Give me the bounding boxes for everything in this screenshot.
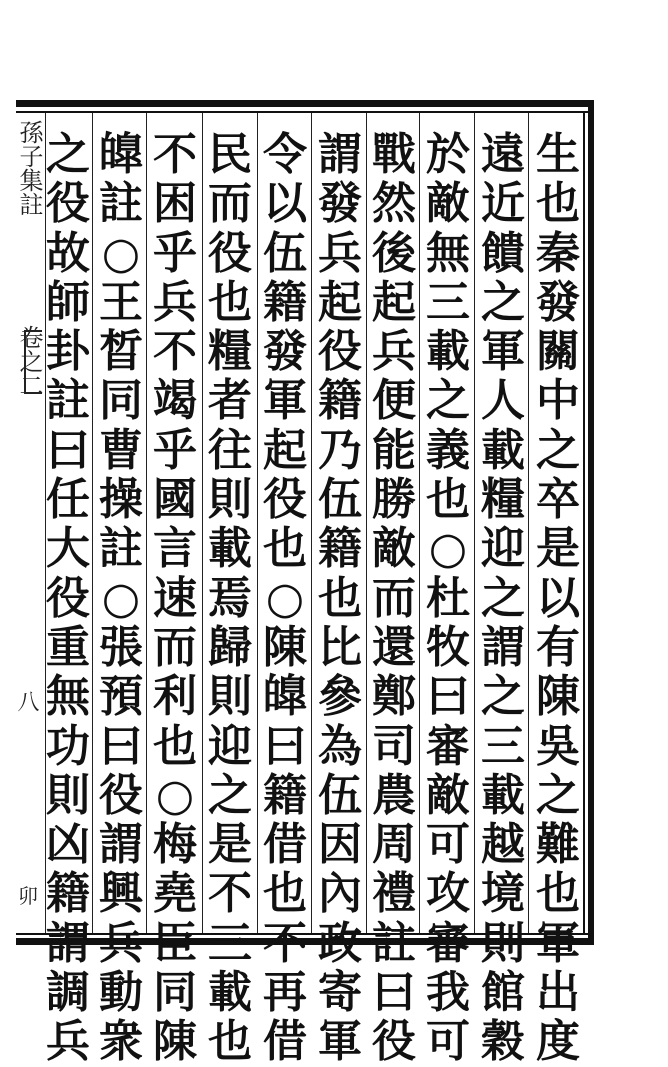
glyph: 重 (46, 621, 90, 673)
glyph: 也 (153, 720, 197, 772)
text-column-4 (370, 129, 418, 1067)
glyph: 乎 (153, 227, 197, 279)
margin-strip (16, 113, 44, 933)
glyph: 張 (99, 621, 143, 673)
glyph: 起 (263, 424, 307, 476)
glyph: 也 (263, 868, 307, 920)
glyph: 不 (153, 326, 197, 378)
glyph: 不 (153, 129, 197, 180)
glyph: 皥 (99, 129, 143, 180)
glyph: 敵 (372, 523, 416, 575)
glyph: 難 (536, 819, 580, 871)
glyph: 司 (372, 720, 416, 772)
glyph: 遠 (481, 129, 525, 180)
juan-label: 卷之二 (15, 325, 43, 397)
column-rule (528, 113, 529, 933)
book-title: 孫子集註 (15, 120, 43, 216)
glyph: 館 (481, 967, 525, 1019)
glyph: 困 (153, 178, 197, 230)
text-column-1 (534, 129, 582, 1067)
glyph: 役 (46, 572, 90, 624)
glyph: 也 (426, 474, 470, 526)
glyph: 利 (153, 671, 197, 723)
glyph: 卦 (46, 326, 90, 378)
glyph: 也 (208, 276, 252, 328)
glyph: 人 (481, 375, 525, 427)
glyph: 同 (153, 967, 197, 1019)
glyph: 軍 (318, 1016, 362, 1067)
glyph: 功 (46, 720, 90, 772)
glyph: 役 (46, 178, 90, 230)
glyph: 為 (318, 720, 362, 772)
glyph: 也 (318, 572, 362, 624)
glyph: 軍 (536, 917, 580, 969)
text-column-9 (97, 129, 145, 1067)
glyph: 之 (536, 769, 580, 821)
column-rule (146, 113, 147, 933)
glyph: 審 (426, 917, 470, 969)
glyph: 發 (536, 276, 580, 328)
glyph: 杜 (426, 572, 470, 624)
glyph: 役 (318, 326, 362, 378)
glyph: 籍 (263, 769, 307, 821)
glyph: 便 (372, 375, 416, 427)
glyph: 也 (536, 868, 580, 920)
glyph: 出 (536, 967, 580, 1019)
glyph: 則 (481, 917, 525, 969)
text-column-2 (479, 129, 527, 1067)
glyph: 則 (208, 671, 252, 723)
glyph: 伍 (318, 769, 362, 821)
glyph: 兵 (99, 917, 143, 969)
glyph: 境 (481, 868, 525, 920)
glyph: 竭 (153, 375, 197, 427)
glyph: 之 (536, 424, 580, 476)
glyph: 起 (318, 276, 362, 328)
glyph: 近 (481, 178, 525, 230)
glyph: 之 (481, 276, 525, 328)
glyph: 而 (208, 178, 252, 230)
glyph: 故 (46, 227, 90, 279)
glyph: 興 (99, 868, 143, 920)
glyph: 軍 (481, 326, 525, 378)
glyph: 衆 (99, 1016, 143, 1067)
text-column-8 (151, 129, 199, 1067)
glyph: 往 (208, 424, 252, 476)
glyph: 曰 (99, 720, 143, 772)
glyph: 可 (426, 1016, 470, 1067)
glyph: 借 (263, 819, 307, 871)
glyph: 籍 (318, 523, 362, 575)
glyph: 謂 (99, 819, 143, 871)
glyph: 可 (426, 819, 470, 871)
glyph: 堯 (153, 868, 197, 920)
glyph: 載 (208, 523, 252, 575)
glyph: ○ (428, 523, 468, 575)
glyph: 載 (426, 326, 470, 378)
glyph: 兵 (46, 1016, 90, 1067)
glyph: 註 (99, 523, 143, 575)
glyph: 皥 (263, 671, 307, 723)
glyph: 有 (536, 621, 580, 673)
glyph: 之 (426, 375, 470, 427)
glyph: 中 (536, 375, 580, 427)
glyph: 還 (372, 621, 416, 673)
glyph: 曰 (46, 424, 90, 476)
glyph: 生 (536, 129, 580, 180)
glyph: 軍 (263, 375, 307, 427)
glyph: 敵 (426, 769, 470, 821)
glyph: 吳 (536, 720, 580, 772)
column-rule (257, 113, 258, 933)
glyph: ○ (101, 227, 141, 279)
glyph: 卒 (536, 474, 580, 526)
glyph: 師 (46, 276, 90, 328)
glyph: 兵 (318, 227, 362, 279)
glyph: 同 (99, 375, 143, 427)
glyph: ○ (101, 572, 141, 624)
glyph: 載 (208, 967, 252, 1019)
glyph: 也 (263, 523, 307, 575)
glyph: 役 (99, 769, 143, 821)
glyph: 鄭 (372, 671, 416, 723)
glyph: 比 (318, 621, 362, 673)
column-rule (202, 113, 203, 933)
glyph: 再 (263, 967, 307, 1019)
glyph: 謂 (318, 129, 362, 180)
text-column-6 (261, 129, 309, 1067)
glyph: 梅 (153, 819, 197, 871)
edge-mark: 卯 (18, 884, 38, 908)
glyph: 糧 (208, 326, 252, 378)
glyph: 穀 (481, 1016, 525, 1067)
glyph: 者 (208, 375, 252, 427)
glyph: 國 (153, 474, 197, 526)
glyph: 無 (426, 227, 470, 279)
inner-border-top (16, 111, 588, 113)
text-column-7 (206, 129, 254, 1067)
glyph: 我 (426, 967, 470, 1019)
glyph: 陳 (536, 671, 580, 723)
glyph: 之 (46, 129, 90, 180)
glyph: 牧 (426, 621, 470, 673)
glyph: 不 (263, 917, 307, 969)
glyph: 焉 (208, 572, 252, 624)
glyph: 糧 (481, 474, 525, 526)
column-rule (311, 113, 312, 933)
glyph: 是 (208, 819, 252, 871)
glyph: 內 (318, 868, 362, 920)
glyph: 以 (263, 178, 307, 230)
glyph: 三 (481, 720, 525, 772)
glyph: 義 (426, 424, 470, 476)
text-column-3 (424, 129, 472, 1067)
glyph: 迎 (208, 720, 252, 772)
glyph: 曰 (426, 671, 470, 723)
glyph: 陳 (263, 621, 307, 673)
glyph: 不 (208, 868, 252, 920)
glyph: 於 (426, 129, 470, 180)
glyph: 寄 (318, 967, 362, 1019)
glyph: 戰 (372, 129, 416, 180)
glyph: 也 (208, 1016, 252, 1067)
inner-border-right (583, 111, 585, 935)
glyph: 發 (263, 326, 307, 378)
glyph: 役 (208, 227, 252, 279)
glyph: 然 (372, 178, 416, 230)
glyph: 後 (372, 227, 416, 279)
glyph: 兵 (372, 326, 416, 378)
glyph: 任 (46, 474, 90, 526)
column-rule (366, 113, 367, 933)
glyph: 乎 (153, 424, 197, 476)
glyph: 註 (46, 375, 90, 427)
glyph: 起 (372, 276, 416, 328)
glyph: 王 (99, 276, 143, 328)
glyph: 迎 (481, 523, 525, 575)
glyph: 秦 (536, 227, 580, 279)
glyph: 之 (481, 572, 525, 624)
glyph: 則 (208, 474, 252, 526)
glyph: 越 (481, 819, 525, 871)
glyph: 饋 (481, 227, 525, 279)
glyph: 晳 (99, 326, 143, 378)
glyph: 役 (372, 1016, 416, 1067)
glyph: 發 (318, 178, 362, 230)
glyph: 謂 (46, 917, 90, 969)
glyph: 籍 (263, 276, 307, 328)
glyph: 動 (99, 967, 143, 1019)
glyph: 三 (208, 917, 252, 969)
glyph: 載 (481, 769, 525, 821)
glyph: 兵 (153, 276, 197, 328)
glyph: 敵 (426, 178, 470, 230)
glyph: 調 (46, 967, 90, 1019)
glyph: 而 (153, 621, 197, 673)
glyph: 也 (536, 178, 580, 230)
glyph: 審 (426, 720, 470, 772)
glyph: 陳 (153, 1016, 197, 1067)
glyph: 伍 (263, 227, 307, 279)
glyph: 是 (536, 523, 580, 575)
glyph: 伍 (318, 474, 362, 526)
glyph: 言 (153, 523, 197, 575)
text-column-5 (316, 129, 364, 1067)
glyph: 政 (318, 917, 362, 969)
glyph: 令 (263, 129, 307, 180)
column-rule (92, 113, 93, 933)
glyph: 民 (208, 129, 252, 180)
glyph: 參 (318, 671, 362, 723)
glyph: 籍 (46, 868, 90, 920)
glyph: 曹 (99, 424, 143, 476)
glyph: 借 (263, 1016, 307, 1067)
glyph: 註 (372, 917, 416, 969)
page-number: 八 (14, 690, 39, 712)
glyph: 無 (46, 671, 90, 723)
glyph: 速 (153, 572, 197, 624)
glyph: ○ (155, 769, 195, 821)
glyph: 以 (536, 572, 580, 624)
glyph: 歸 (208, 621, 252, 673)
glyph: 因 (318, 819, 362, 871)
glyph: 度 (536, 1016, 580, 1067)
glyph: 攻 (426, 868, 470, 920)
glyph: 關 (536, 326, 580, 378)
glyph: 載 (481, 424, 525, 476)
glyph: ○ (265, 572, 305, 624)
glyph: 之 (481, 671, 525, 723)
text-column-10 (44, 129, 92, 1067)
glyph: 則 (46, 769, 90, 821)
glyph: 周 (372, 819, 416, 871)
glyph: 之 (208, 769, 252, 821)
column-rule (474, 113, 475, 933)
glyph: 而 (372, 572, 416, 624)
glyph: 大 (46, 523, 90, 575)
glyph: 曰 (372, 967, 416, 1019)
glyph: 役 (263, 474, 307, 526)
glyph: 操 (99, 474, 143, 526)
glyph: 註 (99, 178, 143, 230)
glyph: 勝 (372, 474, 416, 526)
glyph: 三 (426, 276, 470, 328)
glyph: 禮 (372, 868, 416, 920)
glyph: 籍 (318, 375, 362, 427)
glyph: 謂 (481, 621, 525, 673)
glyph: 預 (99, 671, 143, 723)
glyph: 凶 (46, 819, 90, 871)
column-rule (419, 113, 420, 933)
glyph: 乃 (318, 424, 362, 476)
glyph: 臣 (153, 917, 197, 969)
glyph: 農 (372, 769, 416, 821)
glyph: 曰 (263, 720, 307, 772)
glyph: 能 (372, 424, 416, 476)
